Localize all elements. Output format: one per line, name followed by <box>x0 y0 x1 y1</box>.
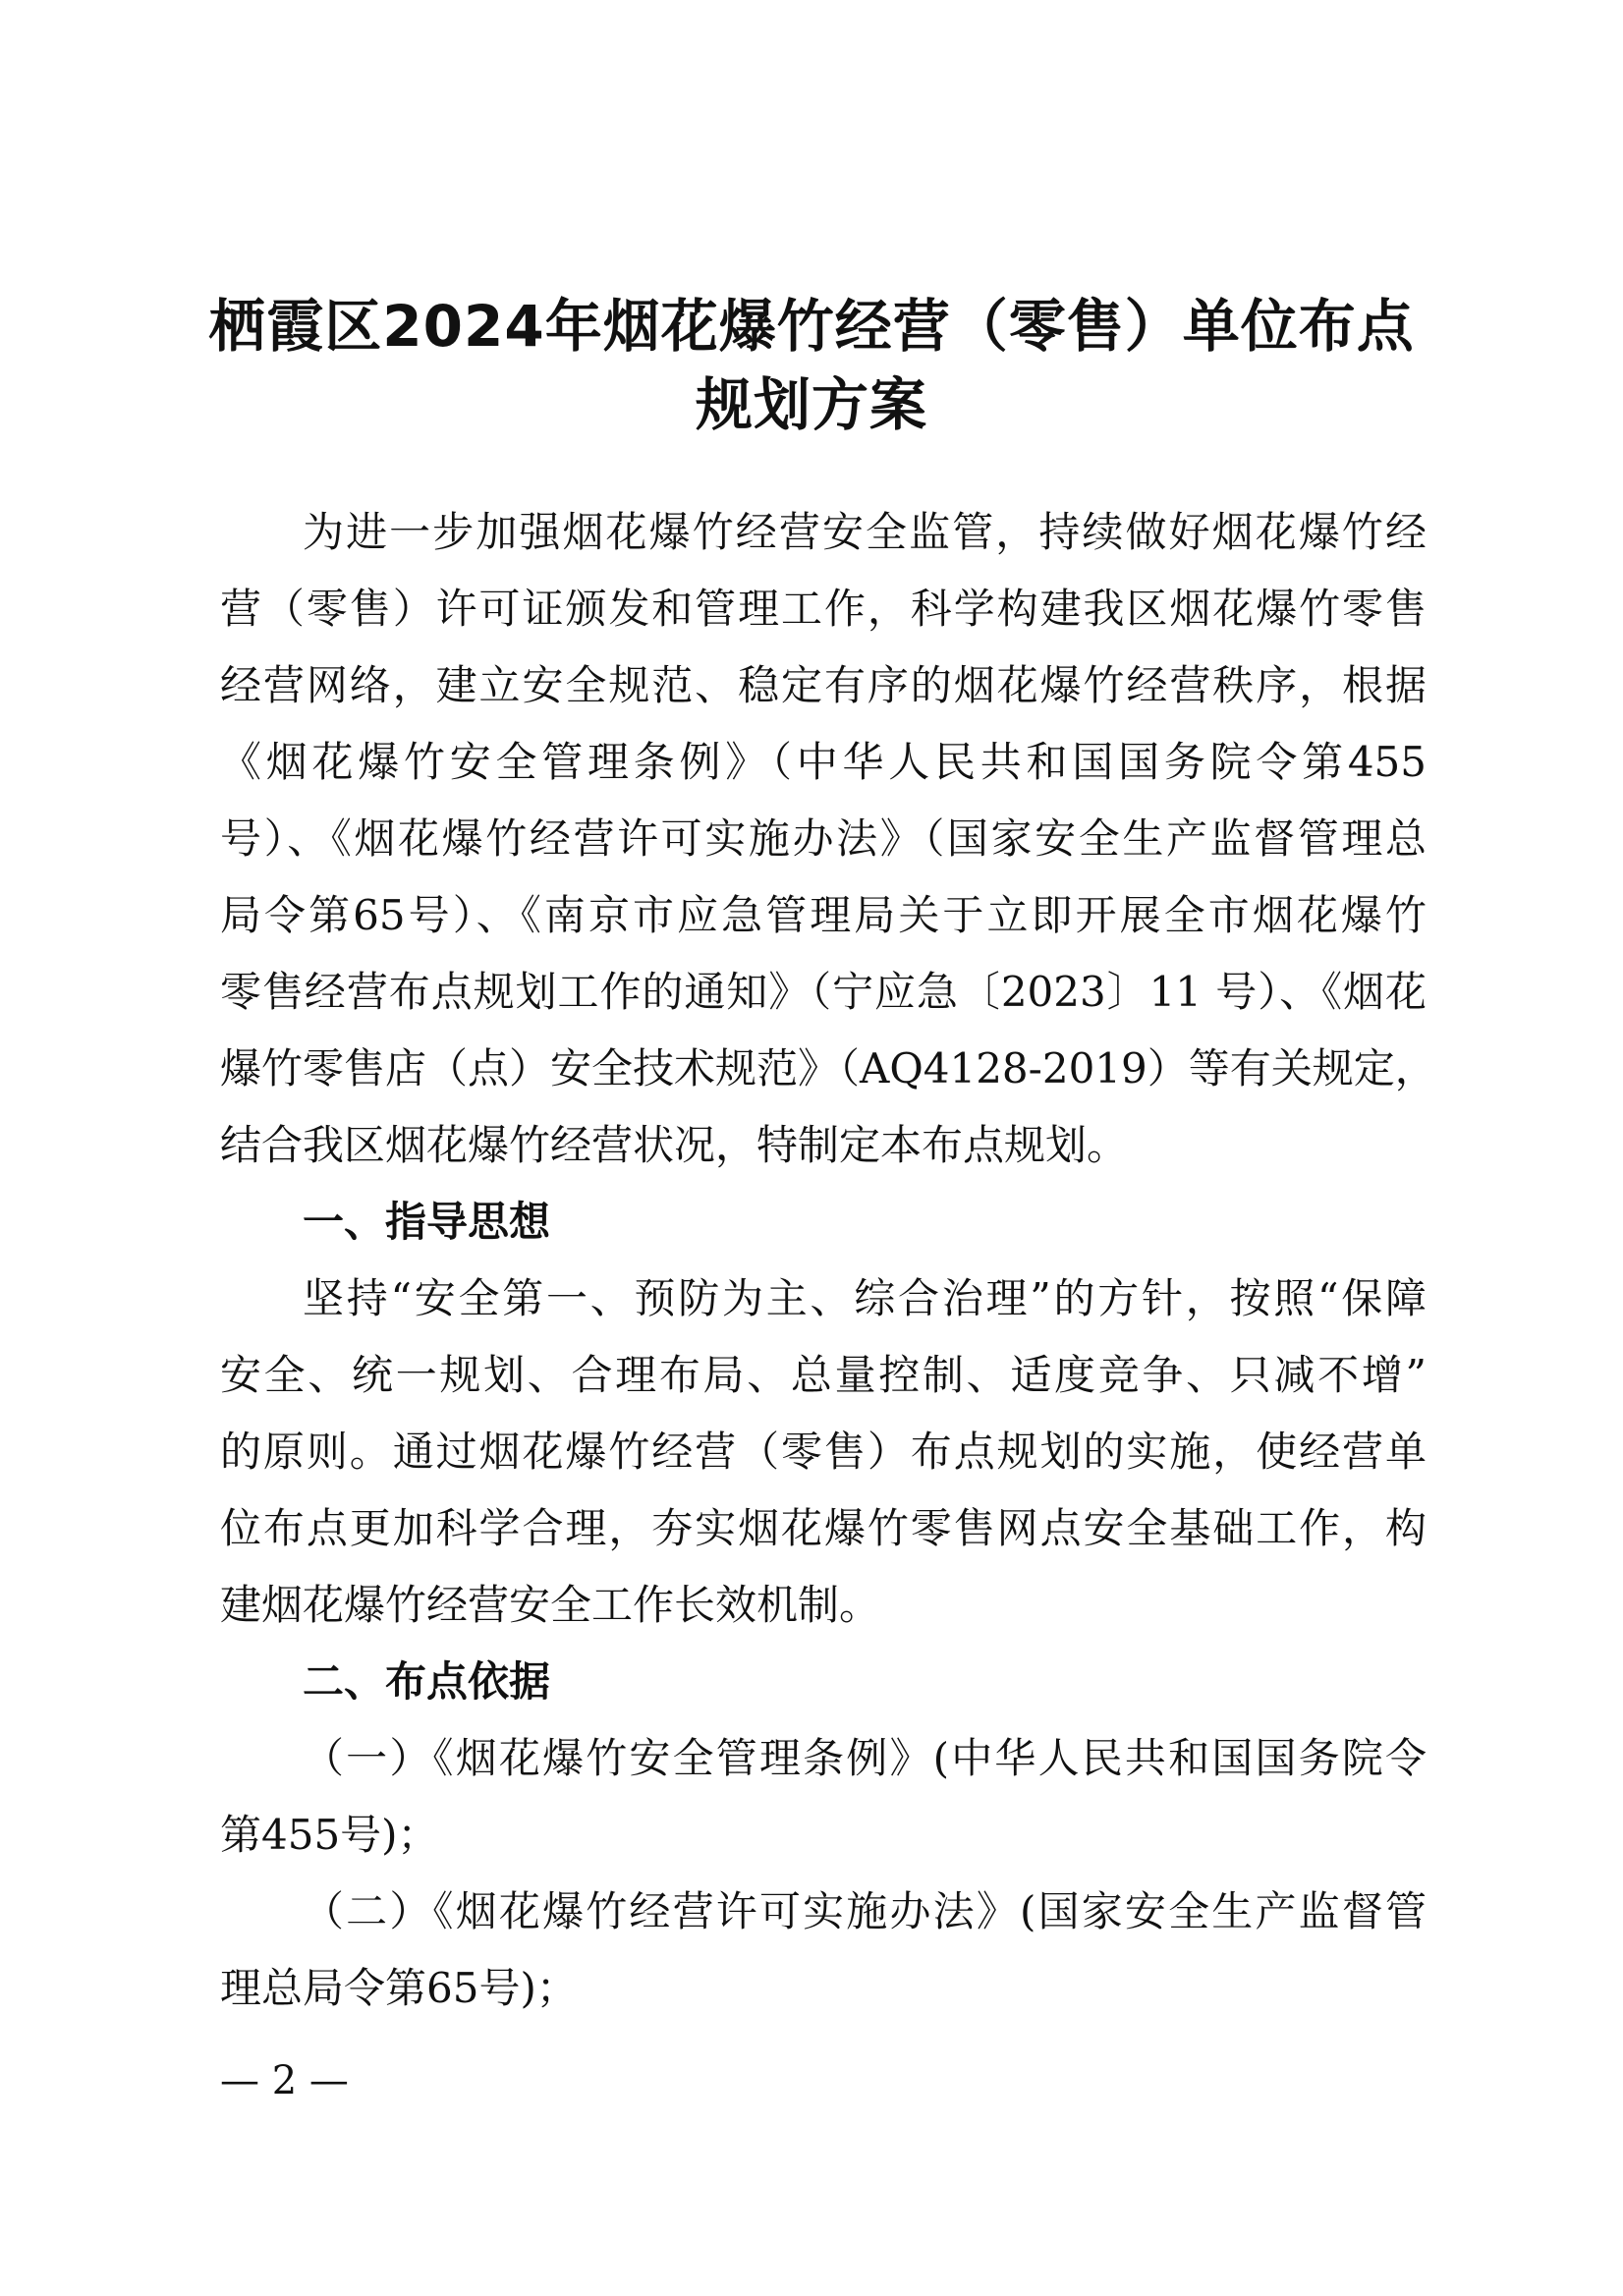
document-title: 栖霞区2024年烟花爆竹经营（零售）单位布点 <box>208 293 1415 360</box>
intro-line: 《烟花爆竹安全管理条例》（中华人民共和国国务院令第455 <box>220 738 1427 786</box>
intro-line: 局令第65号）、《南京市应急管理局关于立即开展全市烟花爆竹 <box>220 891 1427 939</box>
intro-line: 经营网络，建立安全规范、稳定有序的烟花爆竹经营秩序，根据 <box>220 661 1427 709</box>
document-title-continued: 规划方案 <box>695 371 927 438</box>
page-number: — 2 — <box>220 2058 349 2103</box>
section2-line: 第455号)； <box>220 1811 439 1859</box>
section2-line: （一）《烟花爆竹安全管理条例》(中华人民共和国国务院令 <box>303 1734 1427 1782</box>
section1-line: 位布点更加科学合理，夯实烟花爆竹零售网点安全基础工作，构 <box>220 1504 1427 1552</box>
section1-line: 安全、统一规划、合理布局、总量控制、适度竞争、只减不增” <box>220 1351 1427 1399</box>
section1-line: 的原则。通过烟花爆竹经营（零售）布点规划的实施，使经营单 <box>220 1428 1427 1476</box>
section1-line: 坚持“安全第一、预防为主、综合治理”的方针，按照“保障 <box>303 1274 1427 1322</box>
section-heading-guiding-ideology: 一、指导思想 <box>303 1198 551 1246</box>
intro-line: 营（零售）许可证颁发和管理工作，科学构建我区烟花爆竹零售 <box>220 585 1427 633</box>
intro-line: 号）、《烟花爆竹经营许可实施办法》（国家安全生产监督管理总 <box>220 814 1427 863</box>
section2-line: 理总局令第65号)； <box>220 1964 578 2012</box>
intro-line: 零售经营布点规划工作的通知》（宁应急〔2023〕11 号）、《烟花 <box>220 968 1427 1016</box>
intro-line: 为进一步加强烟花爆竹经营安全监管，持续做好烟花爆竹经 <box>303 508 1427 556</box>
section2-line: （二）《烟花爆竹经营许可实施办法》(国家安全生产监督管 <box>303 1887 1427 1935</box>
section-heading-layout-basis: 二、布点依据 <box>303 1657 551 1706</box>
intro-line: 爆竹零售店（点）安全技术规范》（AQ4128-2019）等有关规定， <box>220 1044 1436 1092</box>
section1-line: 建烟花爆竹经营安全工作长效机制。 <box>220 1581 881 1629</box>
intro-line: 结合我区烟花爆竹经营状况，特制定本布点规划。 <box>220 1121 1129 1169</box>
